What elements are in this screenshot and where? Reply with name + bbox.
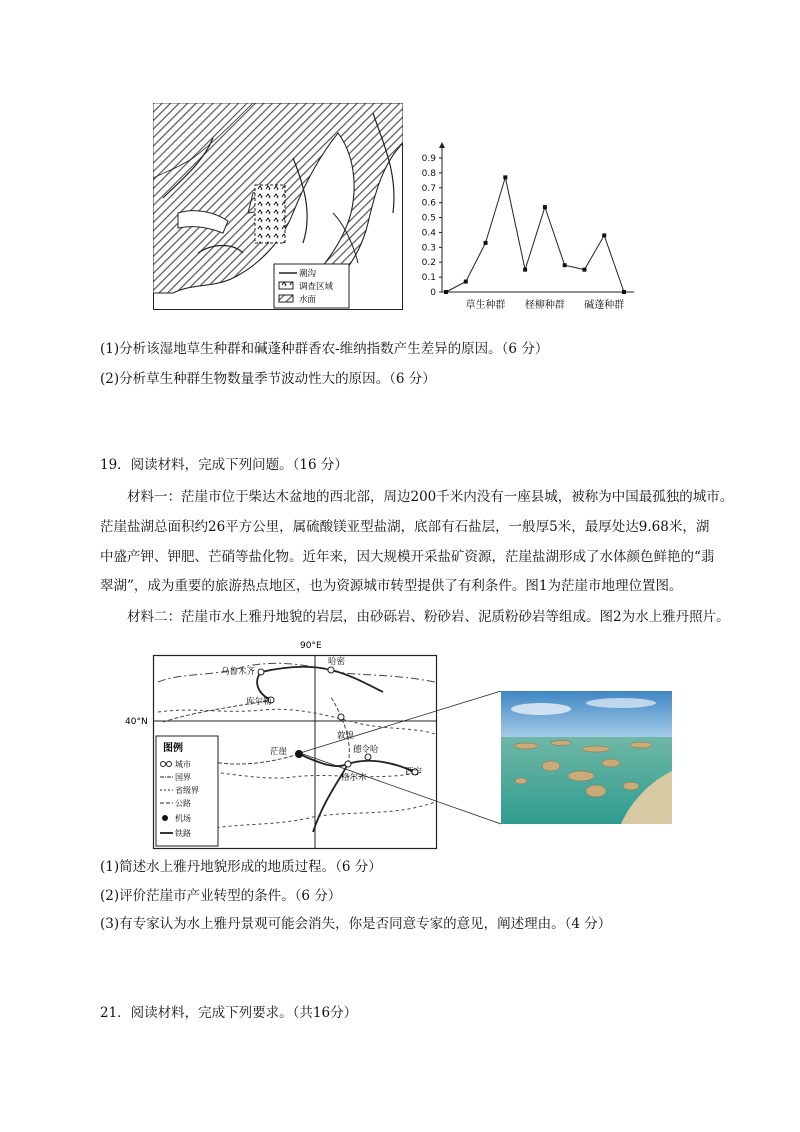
- legend-railway: 铁路: [175, 829, 191, 838]
- chart-data-point: [464, 280, 468, 284]
- legend-airport: 机场: [175, 814, 191, 823]
- chart-data-point: [602, 233, 606, 237]
- legend-title: 图例: [163, 743, 183, 754]
- wetland-map: [153, 103, 403, 310]
- meridian-label: 90°E: [300, 641, 322, 651]
- city-golmud: 格尔木: [341, 773, 367, 783]
- parallel-label: 40°N: [125, 717, 148, 727]
- city-dunhuang: 敦煌: [337, 731, 355, 741]
- q19-material1-line2: 茫崖盐湖总面积约26平方公里，属硫酸镁亚型盐湖，底部有石盐层，一般厚5米，最厚处达9.68米，湖: [100, 519, 710, 535]
- chart-data-point: [543, 205, 547, 209]
- chart-data-point: [622, 290, 626, 294]
- chart-data-point: [484, 241, 488, 245]
- chart-y-tick-label: 0.4: [421, 228, 436, 239]
- chart-y-tick-label: 0.7: [421, 183, 436, 194]
- q19-3: (3)有专家认为水上雅丹景观可能会消失，你是否同意专家的意见，阐述理由。（4 分）: [100, 916, 612, 932]
- connector-lines: [300, 685, 510, 835]
- city-hami: 哈密: [328, 657, 346, 667]
- chart-y-tick-label: 0.3: [421, 243, 436, 254]
- legend-road: 公路: [175, 799, 191, 808]
- wetland-legend-gully: 潮沟: [299, 269, 317, 279]
- q19-1: (1)简述水上雅丹地貌形成的地质过程。（6 分）: [100, 859, 382, 875]
- chart-y-tick-label: 0.5: [421, 213, 436, 224]
- water-yardang-photo: [501, 691, 672, 824]
- city-delingha: 德令哈: [353, 745, 379, 755]
- chart-y-tick-label: 0.6: [421, 198, 436, 209]
- city-urumqi: 乌鲁木齐: [221, 667, 256, 677]
- chart-group-label: 碱蓬种群: [584, 300, 625, 311]
- chart-series-line: [446, 177, 624, 292]
- legend-city: 城市: [175, 760, 191, 769]
- shannon-index-chart: [414, 140, 644, 315]
- chart-y-tick-label: 0.2: [421, 258, 436, 269]
- chart-data-point: [582, 268, 586, 272]
- chart-y-axis-arrow: [439, 142, 445, 148]
- chart-data-point: [444, 290, 448, 294]
- legend-provincial-border: 省级界: [175, 786, 199, 795]
- q19-material2: 材料二：茫崖市水上雅丹地貌的岩层，由砂砾岩、粉砂岩、泥质粉砂岩等组成。图2为水上雅丹照片。: [127, 609, 730, 625]
- legend-border: 国界: [175, 773, 191, 782]
- chart-y-tick-label: 0.8: [421, 168, 436, 179]
- chart-y-tick-label: 0.9: [421, 154, 436, 164]
- q19-material1-line3: 中盛产钾、钾肥、芒硝等盐化物。近年来，因大规模开采盐矿资源，茫崖盐湖形成了水体颜色鲜艳的“翡: [100, 549, 715, 565]
- chart-data-point: [523, 268, 527, 272]
- chart-y-tick-label: 0: [430, 288, 436, 298]
- chart-data-point: [563, 263, 567, 267]
- wetland-legend-survey: 调查区域: [299, 282, 334, 292]
- q21-heading: 21．阅读材料，完成下列要求。（共16分）: [100, 1005, 358, 1021]
- q19-material1-line1: 材料一：茫崖市位于柴达木盆地的西北部，周边200千米内没有一座县城，被称为中国最孤独的城市。: [127, 489, 734, 505]
- city-mangya: 茫崖: [270, 747, 288, 757]
- chart-y-tick-label: 0.1: [421, 273, 436, 284]
- q18-1: (1)分析该湿地草生种群和碱蓬种群香农-维纳指数产生差异的原因。（6 分）: [100, 341, 549, 357]
- q19-heading: 19．阅读材料，完成下列问题。（16 分）: [100, 457, 348, 473]
- city-xining: 西宁: [405, 767, 423, 777]
- chart-group-label: 草生种群: [465, 300, 506, 311]
- q19-2: (2)评价茫崖市产业转型的条件。（6 分）: [100, 888, 342, 904]
- chart-data-point: [503, 175, 507, 179]
- chart-group-label: 柽柳种群: [524, 300, 565, 311]
- city-korla: 库尔勒: [246, 697, 272, 707]
- q18-2: (2)分析草生种群生物数量季节波动性大的原因。（6 分）: [100, 371, 436, 387]
- q19-material1-line4: 翠湖”，成为重要的旅游热点地区，也为资源城市转型提供了有利条件。图1为茫崖市地理位置图。: [100, 578, 683, 594]
- wetland-legend-water: 水面: [299, 295, 317, 305]
